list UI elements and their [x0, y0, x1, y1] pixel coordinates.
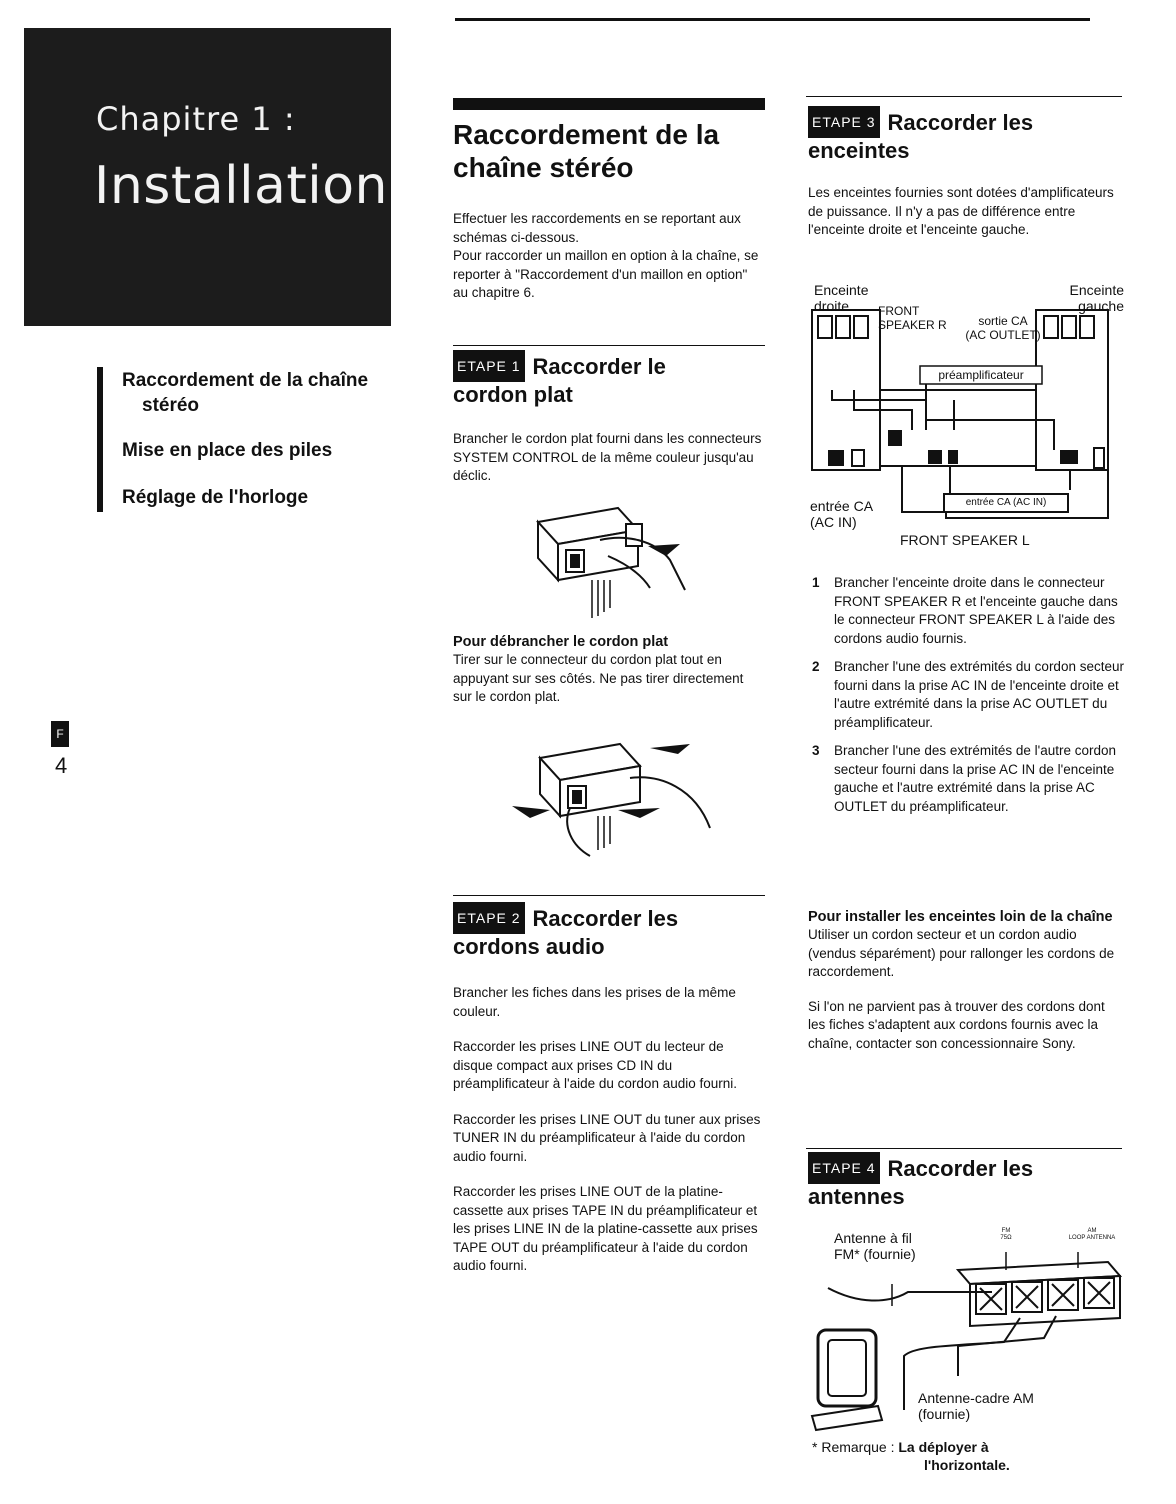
- am-terminal-line2: LOOP ANTENNA: [1068, 1235, 1116, 1241]
- list-item: [812, 658, 1124, 732]
- am-antenna-line1: Antenne-cadre AM: [918, 1390, 1034, 1406]
- list-item: [812, 742, 1124, 816]
- toc-item-label-cont: stéréo: [142, 395, 200, 416]
- intro-paragraph-1: Effectuer les raccordements en se reportant aux schémas ci-dessous.: [453, 211, 741, 245]
- section-title-line2: chaîne stéréo: [453, 152, 634, 183]
- ac-in-label: [810, 498, 873, 530]
- front-speaker-l-label: FRONT SPEAKER L: [900, 532, 1030, 548]
- section-bar: [453, 98, 765, 110]
- speaker-left-line2: gauche: [1078, 298, 1124, 314]
- section-title-line1: Raccordement de la: [453, 119, 720, 150]
- step2-section: [453, 902, 765, 1293]
- step-text: Brancher l'enceinte droite dans le connecteur FRONT SPEAKER R et l'enceinte gauche dans le connecteur FRONT SPEAKER L à l'aide des cordons audio fournis.: [834, 575, 1118, 646]
- unplug-title: Pour débrancher le cordon plat: [453, 634, 669, 650]
- far-speakers-body: Utiliser un cordon secteur et un cordon audio (vendus séparément) pour rallonger les cordons de raccordement.: [808, 927, 1115, 979]
- ac-in-line2: (AC IN): [810, 514, 857, 530]
- speaker-right-line1: Enceinte: [814, 282, 869, 298]
- toc-bar: [97, 367, 103, 512]
- step1-badge: ETAPE 1: [453, 350, 525, 382]
- step2-paragraph-4: Raccorder les prises LINE OUT de la platine-cassette aux prises TAPE IN du préamplificateur et les prises LINE IN de la platine-cassette aux prises TAPE OUT du préamplificateur à l'aide du cordon audio fourni.: [453, 1184, 758, 1273]
- fm-antenna-line1: Antenne à fil: [834, 1230, 912, 1246]
- step4-badge: ETAPE 4: [808, 1152, 880, 1184]
- step2-rule: [453, 895, 765, 896]
- section-title: [453, 118, 765, 184]
- step4-title-line2: antennes: [808, 1184, 905, 1209]
- fm-antenna-line2: FM* (fournie): [834, 1246, 916, 1262]
- speaker-diagram: [808, 280, 1128, 550]
- far-speakers-title: Pour installer les enceintes loin de la chaîne: [808, 909, 1113, 925]
- section-intro: [453, 210, 765, 303]
- note-text-line2: l'horizontale.: [924, 1457, 1010, 1473]
- step4-title: [808, 1152, 1124, 1210]
- step3-title-line1: Raccorder les: [887, 110, 1034, 135]
- fm-antenna-label: [834, 1230, 916, 1262]
- antenna-note: [812, 1438, 1122, 1474]
- step-text: Brancher l'une des extrémités du cordon secteur fourni dans la prise AC IN de l'enceinte droite et l'autre extrémité dans la prise AC OUTLET du préamplificateur.: [834, 659, 1124, 730]
- toc-item-horloge[interactable]: Réglage de l'horloge: [122, 487, 309, 508]
- speaker-left-label: [1058, 282, 1124, 314]
- step4-section: [808, 1152, 1124, 1210]
- speaker-left-line1: Enceinte: [1069, 282, 1124, 298]
- step3-instructions: [812, 574, 1124, 826]
- step2-badge: ETAPE 2: [453, 902, 525, 934]
- language-badge: F: [51, 721, 69, 747]
- step2-body: [453, 984, 765, 1276]
- step3-badge: ETAPE 3: [808, 106, 880, 138]
- step2-paragraph-1: Brancher les fiches dans les prises de la même couleur.: [453, 985, 736, 1019]
- ac-outlet-label: [958, 314, 1048, 342]
- top-rule: [455, 18, 1090, 21]
- step1-title: [453, 350, 765, 408]
- step1-rule: [453, 345, 765, 346]
- step2-paragraph-3: Raccorder les prises LINE OUT du tuner aux prises TUNER IN du préamplificateur à l'aide du cordon audio fourni.: [453, 1111, 761, 1164]
- toc-item-piles[interactable]: Mise en place des piles: [122, 440, 333, 461]
- note-label: * Remarque :: [812, 1439, 895, 1455]
- preamp-label: préamplificateur: [938, 368, 1024, 382]
- ac-in-small-label: entrée CA (AC IN): [965, 497, 1047, 508]
- am-antenna-label: [918, 1390, 1034, 1422]
- step1-body: Brancher le cordon plat fourni dans les connecteurs SYSTEM CONTROL de la même couleur jusqu'au déclic.: [453, 431, 762, 483]
- step3-intro: Les enceintes fournies sont dotées d'amplificateurs de puissance. Il n'y a pas de différence entre l'enceinte droite et l'enceinte gauche.: [808, 185, 1114, 237]
- step3-section: [808, 106, 1124, 240]
- speaker-right-label: [814, 282, 868, 314]
- step2-title-line1: Raccorder les: [532, 906, 679, 931]
- step3-rule: [806, 96, 1122, 97]
- step3-list: [812, 574, 1124, 816]
- am-terminal-label: [1060, 1228, 1124, 1242]
- speaker-right-line2: droite: [814, 298, 850, 314]
- step-text: Brancher l'une des extrémités de l'autre cordon secteur fourni dans la prise AC IN de l'enceinte gauche et l'autre extrémité dans la prise AC OUTLET du préamplificateur.: [834, 743, 1117, 814]
- ac-outlet-line1: sortie CA: [978, 314, 1028, 328]
- toc-item-label: Raccordement de la chaîne: [122, 370, 369, 391]
- step2-title-line2: cordons audio: [453, 934, 605, 959]
- intro-paragraph-2: Pour raccorder un maillon en option à la chaîne, se reporter à "Raccordement d'un maillon en option" au chapitre 6.: [453, 248, 759, 300]
- far-speakers-body-2: Si l'on ne parvient pas à trouver des cordons dont les fiches s'adaptent aux cordons fournis avec la chaîne, contacter son concessionnaire Sony.: [808, 998, 1105, 1051]
- am-terminal-line1: AM: [1087, 1228, 1097, 1234]
- toc-item-raccordement[interactable]: [122, 368, 368, 418]
- front-speaker-r-label: [878, 304, 947, 332]
- ac-outlet-line2: (AC OUTLET): [965, 328, 1041, 342]
- fm-terminal-line1: FM: [1001, 1228, 1011, 1234]
- step2-paragraph-2: Raccorder les prises LINE OUT du lecteur de disque compact aux prises CD IN du préamplificateur à l'aide du cordon audio fourni.: [453, 1039, 738, 1091]
- step3-title-line2: enceintes: [808, 138, 910, 163]
- step1-section: [453, 350, 765, 486]
- fm-terminal-label: [994, 1228, 1018, 1242]
- am-antenna-line2: (fournie): [918, 1406, 971, 1422]
- note-text-line1: La déployer à: [898, 1439, 989, 1455]
- fm-terminal-line2: 75Ω: [1000, 1235, 1012, 1241]
- antenna-diagram: [808, 1222, 1128, 1437]
- step2-title: [453, 902, 765, 960]
- step-number: 1: [812, 575, 820, 590]
- unplug-body: Tirer sur le connecteur du cordon plat tout en appuyant sur ses côtés. Ne pas tirer directement sur le cordon plat.: [453, 652, 744, 704]
- section-raccordement: [453, 98, 765, 303]
- chapter-title: Installation: [94, 156, 389, 216]
- ribbon-connector-illustration: [530, 500, 690, 620]
- step3-title: [808, 106, 1124, 164]
- front-speaker-r-line1: FRONT: [878, 304, 920, 318]
- front-speaker-r-line2: SPEAKER R: [878, 318, 947, 332]
- step-number: 2: [812, 659, 820, 674]
- ac-in-line1: entrée CA: [810, 498, 874, 514]
- page-number: 4: [55, 753, 68, 778]
- list-item: [812, 574, 1124, 648]
- chapter-label: Chapitre 1 :: [96, 100, 296, 138]
- chapter-header: [24, 28, 391, 326]
- step4-rule: [806, 1148, 1122, 1149]
- step4-title-line1: Raccorder les: [887, 1156, 1034, 1181]
- far-speakers-section: [808, 908, 1124, 1053]
- unplug-section: [453, 633, 765, 707]
- step1-title-line1: Raccorder le: [532, 354, 666, 379]
- step1-title-line2: cordon plat: [453, 382, 573, 407]
- step-number: 3: [812, 743, 820, 758]
- ribbon-unplug-illustration: [510, 738, 720, 858]
